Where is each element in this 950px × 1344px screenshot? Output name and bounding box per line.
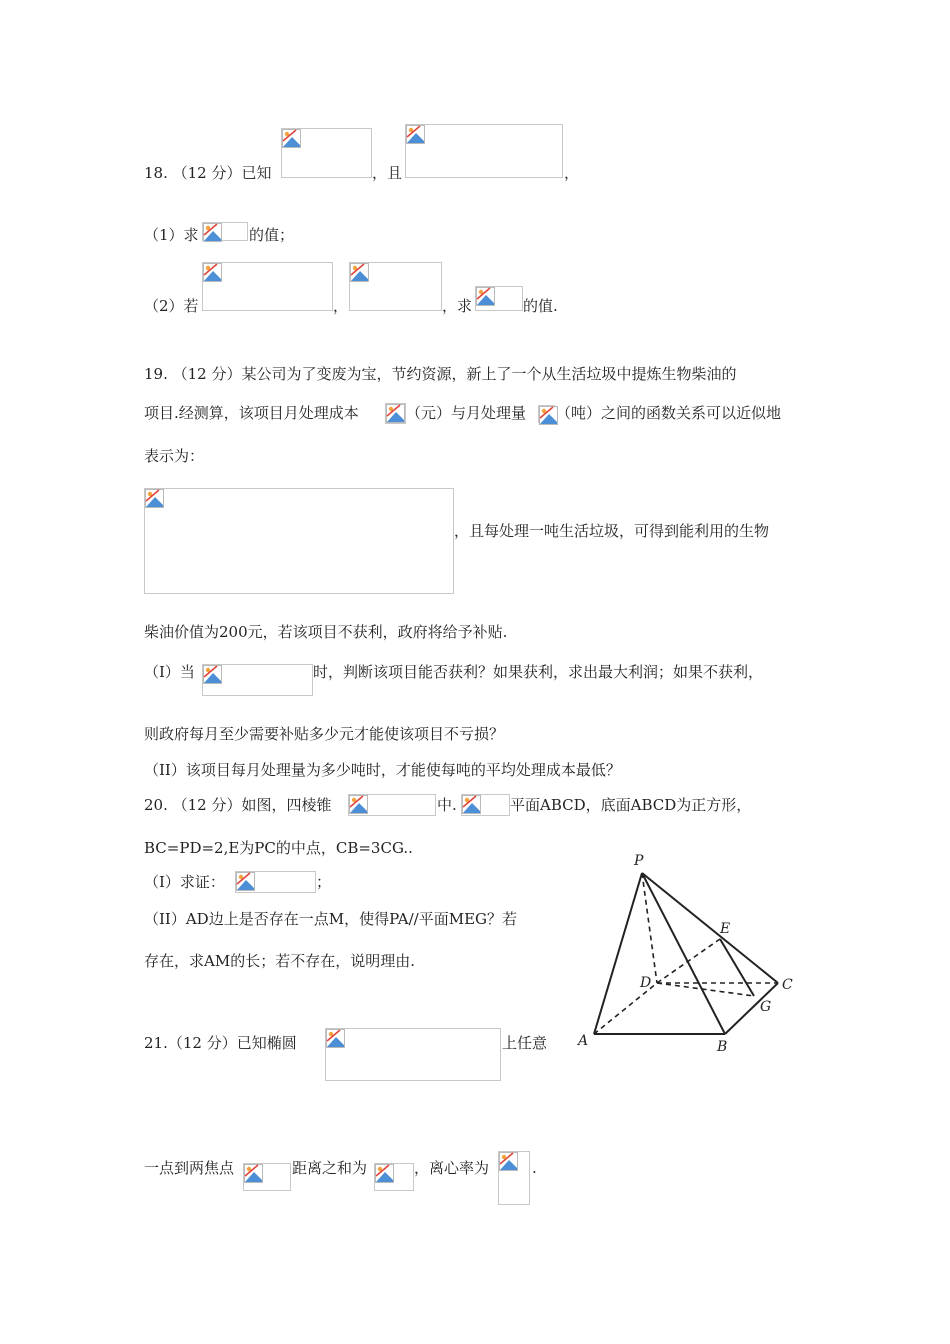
broken-image-icon — [326, 1029, 345, 1048]
q18-part2-suffix: 的值. — [523, 297, 558, 315]
broken-image-icon — [406, 125, 425, 144]
formula-image — [538, 405, 555, 423]
formula-image — [325, 1028, 501, 1081]
q19-line2-a: 项目.经测算，该项目月处理成本 — [144, 404, 359, 422]
broken-image-icon — [499, 1152, 518, 1171]
formula-image — [374, 1163, 414, 1191]
q19-part1-prefix: （I）当 — [144, 663, 195, 681]
q21-line2-a: 一点到两焦点 — [144, 1159, 235, 1177]
vertex-label-p: P — [634, 853, 644, 869]
broken-image-icon — [350, 263, 369, 282]
broken-image-icon — [349, 795, 368, 814]
q21-line2-c: ，离心率为 — [414, 1159, 490, 1177]
q20-line1-c: 平面ABCD，底面ABCD为正方形， — [510, 796, 752, 814]
vertex-label-e: E — [720, 921, 731, 937]
broken-image-icon — [236, 872, 255, 891]
q19-part1-text: 时，判断该项目能否获利？如果获利，求出最大利润；如果不获利， — [313, 663, 764, 681]
q18-part2-prefix: （2）若 — [144, 297, 199, 315]
formula-image — [202, 262, 333, 311]
q18-and: ，且 — [372, 164, 403, 182]
q21-line2-b: 距离之和为 — [292, 1159, 368, 1177]
q18-comma: ， — [564, 164, 580, 182]
broken-image-icon — [244, 1164, 263, 1183]
q20-part2-line1: （II）AD边上是否存在一点M，使得PA//平面MEG？若 — [144, 910, 518, 928]
formula-image — [349, 262, 442, 311]
broken-image-icon — [203, 223, 222, 242]
formula-image — [202, 664, 313, 696]
broken-image-icon — [203, 665, 222, 684]
q18-part1-prefix: （1）求 — [144, 226, 199, 244]
broken-image-icon — [203, 263, 222, 282]
vertex-label-g: G — [760, 999, 772, 1015]
q20-part1-suffix: ； — [316, 873, 332, 891]
formula-image — [144, 488, 454, 594]
q19-part1-cont: 则政府每月至少需要补贴多少元才能使该项目不亏损？ — [144, 725, 505, 743]
edge-pc — [642, 873, 778, 983]
q20-line1-b: 中. — [437, 796, 457, 814]
q20-part2-line2: 存在，求AM的长；若不存在，说明理由. — [144, 952, 415, 970]
q19-part2: （II）该项目每月处理量为多少吨时，才能使每吨的平均处理成本最低？ — [144, 761, 621, 779]
q18-label: 18. （12 分）已知 — [144, 164, 272, 182]
broken-image-icon — [386, 404, 405, 423]
q21-line2-d: . — [532, 1159, 537, 1177]
edge-pb — [642, 873, 725, 1034]
q18-part2-comma: ， — [333, 297, 349, 315]
vertex-label-b: B — [717, 1039, 728, 1055]
q20-part1-prefix: （I）求证： — [144, 873, 225, 891]
formula-image — [202, 222, 248, 241]
segment-de-hidden — [657, 939, 720, 983]
broken-image-icon — [145, 489, 164, 508]
q20-line2: BC=PD=2,E为PC的中点，CB=3CG.. — [144, 839, 413, 857]
broken-image-icon — [375, 1164, 394, 1183]
q21-line1-a: 21.（12 分）已知椭圆 — [144, 1034, 297, 1052]
formula-image — [243, 1163, 291, 1191]
q21-line1-b: 上任意 — [502, 1034, 548, 1052]
q18-part1-suffix: 的值； — [249, 226, 295, 244]
broken-image-icon — [282, 129, 301, 148]
formula-image — [498, 1151, 530, 1205]
vertex-label-a: A — [578, 1033, 589, 1049]
broken-image-icon — [462, 795, 481, 814]
q20-line1-a: 20. （12 分）如图，四棱锥 — [144, 796, 332, 814]
formula-image — [348, 794, 436, 816]
q19-line2-c: （吨）之间的函数关系可以近似地 — [556, 404, 782, 422]
q19-after-formula: ，且每处理一吨生活垃圾，可得到能利用的生物 — [454, 522, 770, 540]
q19-line3: 表示为： — [144, 447, 205, 465]
edge-pa — [594, 873, 642, 1034]
formula-image — [405, 124, 563, 178]
broken-image-icon — [476, 287, 495, 306]
formula-image — [461, 794, 510, 816]
segment-eg — [720, 939, 754, 996]
q18-part2-ask: ，求 — [442, 297, 473, 315]
formula-image — [475, 286, 523, 311]
pyramid-figure — [570, 845, 810, 1060]
formula-image — [385, 403, 406, 424]
q19-line1: 19. （12 分）某公司为了变废为宝，节约资源，新上了一个从生活垃圾中提炼生物柴油的 — [144, 365, 737, 383]
vertex-label-c: C — [782, 977, 793, 993]
q19-line5: 柴油价值为200元，若该项目不获利，政府将给予补贴. — [144, 623, 508, 641]
formula-image — [281, 128, 372, 178]
formula-image — [235, 871, 316, 893]
q19-line2-b: （元）与月处理量 — [406, 404, 527, 422]
vertex-label-d: D — [640, 975, 652, 991]
